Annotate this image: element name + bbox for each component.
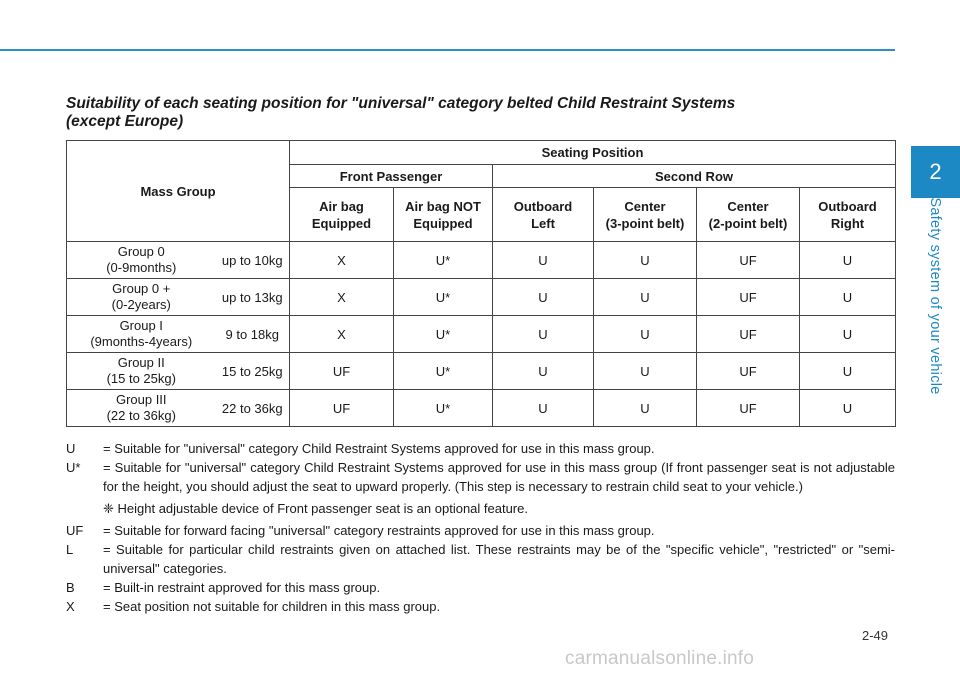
table-cell: U	[800, 316, 896, 353]
mass-group-header: Mass Group	[67, 141, 290, 242]
col-header-airbag-not-equipped: Air bag NOT Equipped	[394, 188, 493, 242]
legend-text: = Seat position not suitable for children in this mass group.	[103, 599, 441, 614]
col-header-airbag-equipped: Air bag Equipped	[290, 188, 394, 242]
legend-key: B	[66, 580, 75, 595]
height-adjustable-note: ❈ Height adjustable device of Front passenger seat is an optional feature.	[103, 501, 528, 516]
table-cell: U*	[394, 353, 493, 390]
table-cell: U	[800, 390, 896, 427]
mass-group-cell: Group 0 + (0-2years)	[67, 279, 216, 316]
table-cell: U*	[394, 242, 493, 279]
table-cell: U	[800, 279, 896, 316]
table-cell: UF	[697, 353, 800, 390]
legend-item-l	[66, 540, 895, 578]
section-title	[66, 95, 866, 131]
weight-cell: 15 to 25kg	[216, 353, 290, 390]
legend-item-u	[66, 439, 895, 458]
legend-item-u-star	[66, 458, 895, 496]
top-rule	[0, 49, 895, 51]
suitability-table	[66, 140, 896, 427]
mass-group-cell: Group III (22 to 36kg)	[67, 390, 216, 427]
col-header-center-3pt: Center (3-point belt)	[594, 188, 697, 242]
section-title-line1: Suitability of each seating position for "universal" category belted Child Restraint Systems	[66, 95, 736, 112]
table-cell: U	[493, 390, 594, 427]
table-cell: U*	[394, 316, 493, 353]
col-header-outboard-left: Outboard Left	[493, 188, 594, 242]
col-header-center-2pt: Center (2-point belt)	[697, 188, 800, 242]
seating-position-header: Seating Position	[290, 141, 896, 165]
table-cell: U	[594, 279, 697, 316]
mass-group-cell: Group 0 (0-9months)	[67, 242, 216, 279]
table-cell: UF	[290, 353, 394, 390]
table-cell: U*	[394, 279, 493, 316]
mass-group-cell: Group II (15 to 25kg)	[67, 353, 216, 390]
chapter-number: 2	[929, 159, 942, 184]
table-cell: X	[290, 316, 394, 353]
front-passenger-header: Front Passenger	[290, 165, 493, 188]
table-cell: U	[493, 279, 594, 316]
weight-cell: 22 to 36kg	[216, 390, 290, 427]
legend-text: = Suitable for forward facing "universal" category restraints approved for use in this mass group.	[103, 523, 655, 538]
table-cell: UF	[697, 390, 800, 427]
legend-text: = Suitable for "universal" category Child Restraint Systems approved for use in this mass group.	[103, 441, 655, 456]
mass-group-cell: Group I (9months-4years)	[67, 316, 216, 353]
legend	[66, 439, 895, 616]
table-cell: X	[290, 242, 394, 279]
legend-key: U	[66, 441, 76, 456]
table-cell: U	[594, 353, 697, 390]
table-cell: U*	[394, 390, 493, 427]
table-cell: U	[594, 390, 697, 427]
table-row	[67, 242, 896, 279]
table-cell: U	[493, 353, 594, 390]
section-title-line2: (except Europe)	[66, 113, 184, 130]
table-cell: UF	[697, 316, 800, 353]
watermark: carmanualsonline.info	[565, 648, 755, 669]
table-cell: UF	[697, 279, 800, 316]
table-cell: U	[493, 242, 594, 279]
legend-item-b	[66, 578, 895, 597]
page-number: 2-49	[862, 628, 889, 643]
table-cell: U	[800, 353, 896, 390]
second-row-header: Second Row	[493, 165, 896, 188]
legend-text: = Suitable for particular child restraints given on attached list. These restraints may be of the "specific vehicle", "restricted" or "semi-universal" categories.	[103, 542, 895, 576]
col-header-outboard-right: Outboard Right	[800, 188, 896, 242]
legend-key: UF	[66, 523, 84, 538]
legend-key: X	[66, 599, 75, 614]
table-row	[67, 353, 896, 390]
table-row	[67, 316, 896, 353]
weight-cell: up to 13kg	[216, 279, 290, 316]
table-cell: U	[493, 316, 594, 353]
table-cell: U	[594, 316, 697, 353]
legend-text: = Suitable for "universal" category Child Restraint Systems approved for use in this mass group (If front passenger seat is not adjustable for the height, you should adjust the seat to upward properly. (This step is necessary to restrain child seat to your vehicle.)	[103, 460, 895, 494]
weight-cell: 9 to 18kg	[216, 316, 290, 353]
table-row	[67, 390, 896, 427]
table-cell: X	[290, 279, 394, 316]
legend-key: L	[66, 542, 74, 557]
chapter-tab	[911, 146, 960, 198]
table-cell: UF	[697, 242, 800, 279]
weight-cell: up to 10kg	[216, 242, 290, 279]
legend-item-x	[66, 597, 895, 616]
table-cell: U	[800, 242, 896, 279]
table-cell: U	[594, 242, 697, 279]
legend-text: = Built-in restraint approved for this mass group.	[103, 580, 381, 595]
table-row	[67, 279, 896, 316]
legend-key: U*	[66, 460, 81, 475]
legend-item-uf	[66, 521, 895, 540]
chapter-title: Safety system of your vehicle	[927, 197, 943, 395]
table-cell: UF	[290, 390, 394, 427]
